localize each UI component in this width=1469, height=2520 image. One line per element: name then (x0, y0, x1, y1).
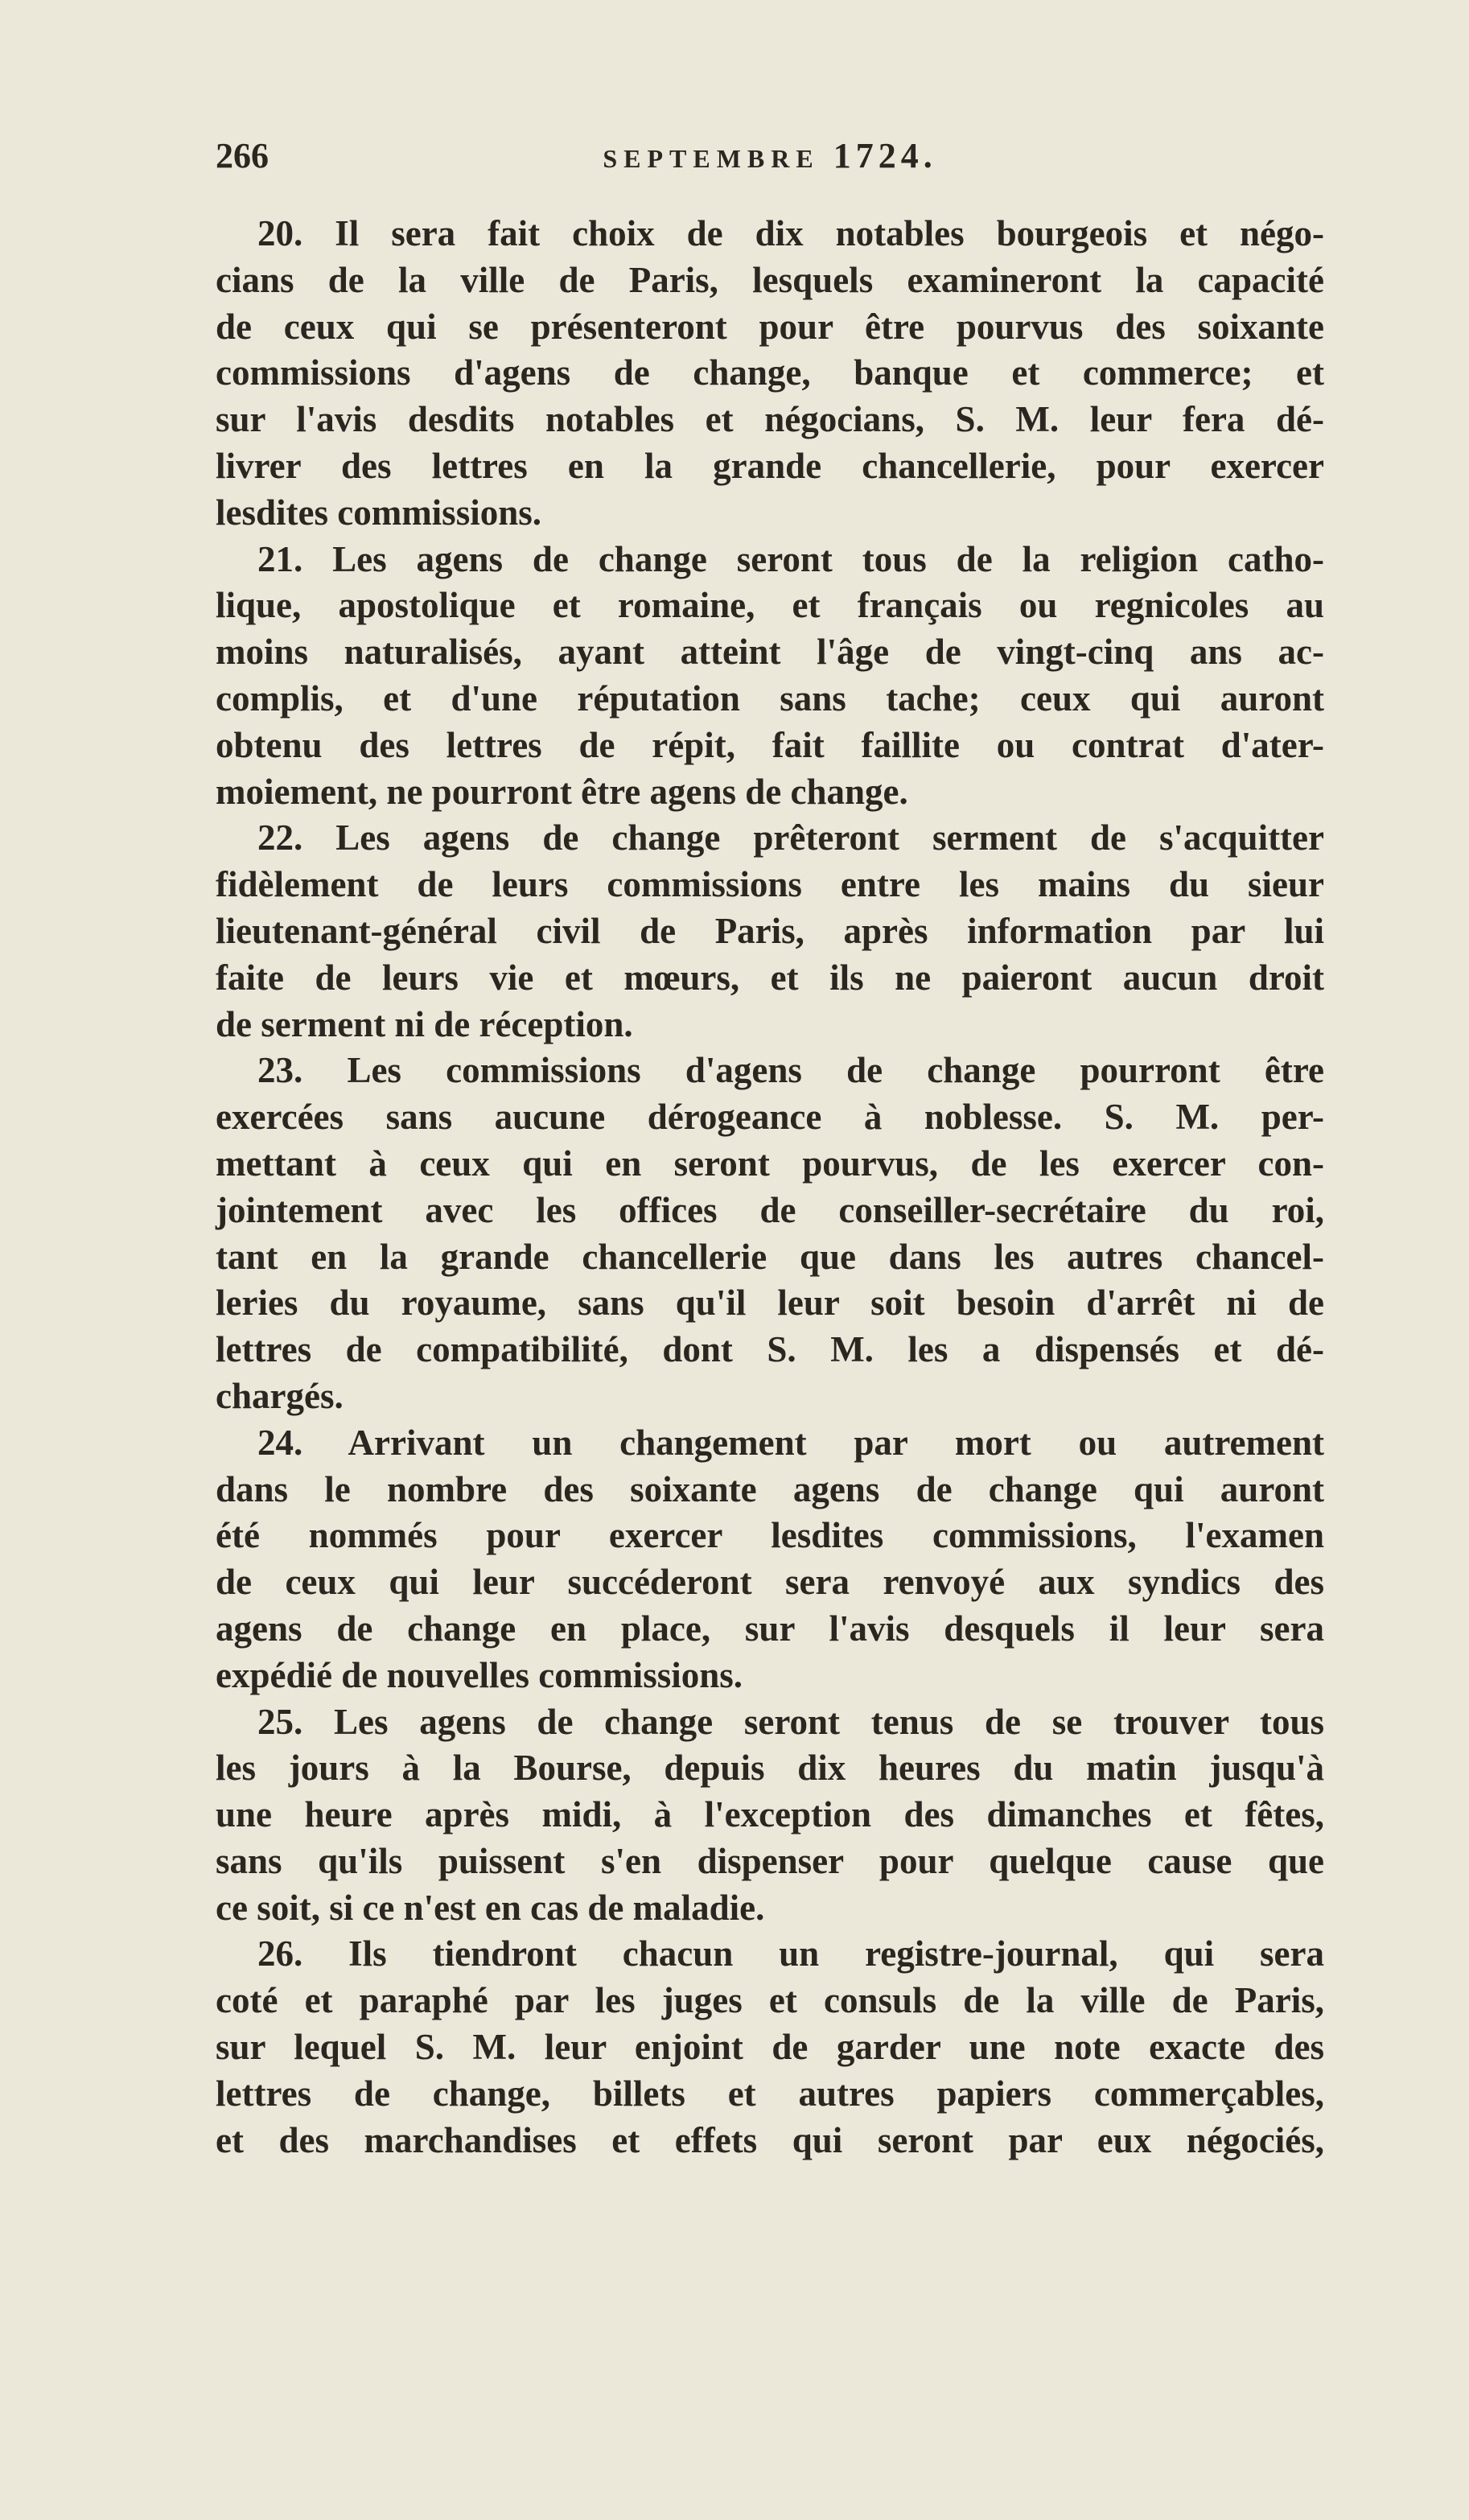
text-line: jointement avec les offices de conseiller-secrétaire du roi, (216, 1189, 1324, 1230)
text-line: coté et paraphé par les juges et consuls de la ville de Paris, (216, 1980, 1324, 2021)
running-title (216, 135, 1324, 176)
text-line: été nommés pour exercer lesdites commissions, l'examen (216, 1515, 1324, 1556)
text-line: commissions d'agens de change, banque et commerce; et (216, 352, 1324, 393)
text-line: leries du royaume, sans qu'il leur soit besoin d'arrêt ni de (216, 1283, 1324, 1324)
text-line: lique, apostolique et romaine, et français ou regnicoles au (216, 585, 1324, 626)
text-line: complis, et d'une réputation sans tache; ceux qui auront (216, 677, 1324, 719)
text-line: sur l'avis desdits notables et négocians, S. M. leur fera dé- (216, 399, 1324, 440)
text-line: exercées sans aucune dérogeance à noblesse. S. M. per- (216, 1097, 1324, 1138)
text-line: une heure après midi, à l'exception des dimanches et fêtes, (216, 1794, 1324, 1835)
article-paragraph (216, 211, 1324, 537)
article-paragraph (216, 537, 1324, 816)
article-paragraph (216, 1699, 1324, 1932)
text-line: expédié de nouvelles commissions. (216, 1654, 743, 1695)
text-line: sur lequel S. M. leur enjoint de garder une note exacte des (216, 2027, 1324, 2068)
text-line: 26. Ils tiendront chacun un registre-journal, qui sera (257, 1933, 1324, 1974)
article-paragraph (216, 1931, 1324, 2164)
article-paragraph (216, 1048, 1324, 1419)
text-line: de ceux qui se présenteront pour être pourvus des soixante (216, 306, 1324, 347)
text-line: moins naturalisés, ayant atteint l'âge de vingt-cinq ans ac- (216, 632, 1324, 673)
text-line: fidèlement de leurs commissions entre les mains du sieur (216, 864, 1324, 905)
text-line: tant en la grande chancellerie que dans les autres chancel- (216, 1236, 1324, 1277)
text-line: lieutenant-général civil de Paris, après information par lui (216, 910, 1324, 951)
text-line: les jours à la Bourse, depuis dix heures du matin jusqu'à (216, 1748, 1324, 1789)
text-line: livrer des lettres en la grande chancellerie, pour exercer (216, 445, 1324, 486)
article-paragraph (216, 1420, 1324, 1699)
page-number: 266 (216, 136, 269, 175)
text-line: 25. Les agens de change seront tenus de se trouver tous (257, 1701, 1324, 1742)
text-line: obtenu des lettres de répit, fait faillite ou contrat d'ater- (216, 724, 1324, 765)
page-body (216, 211, 1324, 2164)
text-line: mettant à ceux qui en seront pourvus, de les exercer con- (216, 1143, 1324, 1184)
text-line: 21. Les agens de change seront tous de la religion catho- (257, 538, 1324, 579)
text-line: cians de la ville de Paris, lesquels examineront la capacité (216, 259, 1324, 300)
text-line: lettres de compatibilité, dont S. M. les a dispensés et dé- (216, 1329, 1324, 1370)
text-line: et des marchandises et effets qui seront par eux négociés, (216, 2119, 1324, 2160)
text-line: sans qu'ils puissent s'en dispenser pour quelque cause que (216, 1840, 1324, 1881)
running-title-month: SEPTEMBRE (603, 144, 820, 173)
text-line: dans le nombre des soixante agens de change qui auront (216, 1468, 1324, 1509)
page-header (216, 135, 1324, 183)
text-line: lettres de change, billets et autres papiers commerçables, (216, 2073, 1324, 2114)
text-line: 24. Arrivant un changement par mort ou autrement (257, 1422, 1324, 1463)
running-title-year: 1724. (833, 136, 937, 175)
text-line: de serment ni de réception. (216, 1003, 633, 1044)
text-line: chargés. (216, 1375, 344, 1416)
text-line: 22. Les agens de change prêteront serment de s'acquitter (257, 817, 1324, 859)
text-line: faite de leurs vie et mœurs, et ils ne paieront aucun droit (216, 957, 1324, 998)
text-line: moiement, ne pourront être agens de change. (216, 771, 908, 812)
text-line: 20. Il sera fait choix de dix notables bourgeois et négo- (257, 213, 1324, 253)
text-line: agens de change en place, sur l'avis desquels il leur sera (216, 1608, 1324, 1649)
article-paragraph (216, 815, 1324, 1048)
text-line: 23. Les commissions d'agens de change pourront être (257, 1050, 1324, 1091)
text-line: lesdites commissions. (216, 492, 541, 533)
text-line: de ceux qui leur succéderont sera renvoyé aux syndics des (216, 1562, 1324, 1603)
text-line: ce soit, si ce n'est en cas de maladie. (216, 1887, 765, 1928)
